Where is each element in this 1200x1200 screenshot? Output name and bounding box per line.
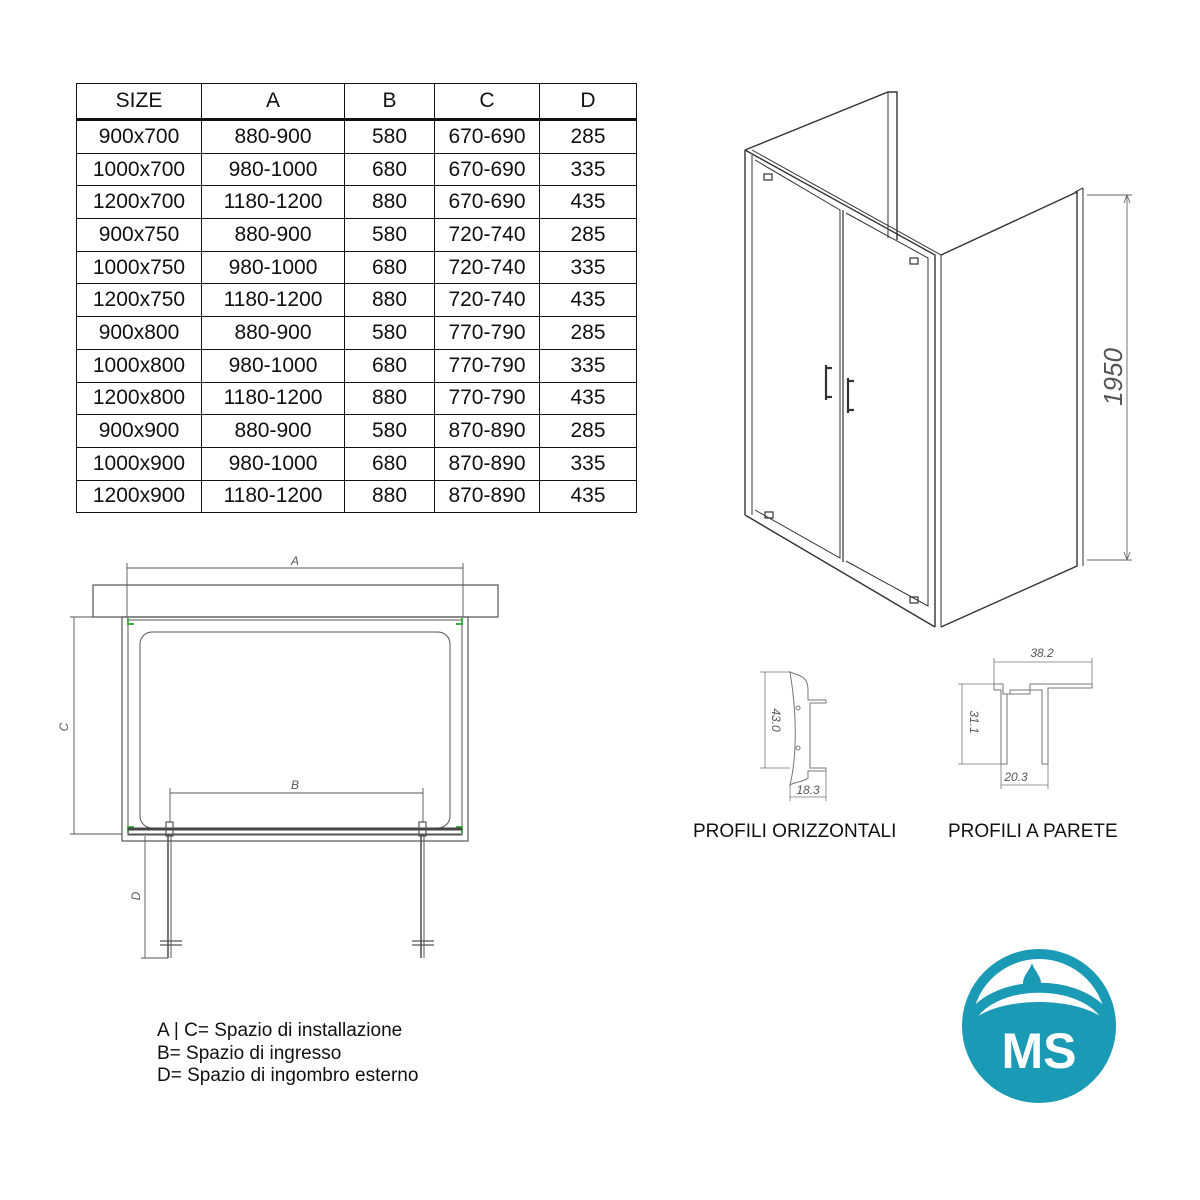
table-cell: 900x750 — [77, 219, 202, 252]
table-cell: 580 — [345, 120, 435, 154]
table-cell: 870-890 — [435, 447, 540, 480]
table-cell: 435 — [540, 480, 637, 513]
enclosure-elevation — [745, 92, 1132, 627]
horizontal-profile-height: 43.0 — [769, 708, 783, 732]
elevation-door-right — [846, 213, 928, 606]
table-cell: 880 — [345, 382, 435, 415]
plan-corner-marks — [128, 618, 462, 833]
legend — [157, 1020, 418, 1088]
table-cell: 285 — [540, 317, 637, 350]
table-cell: 1000x750 — [77, 251, 202, 284]
table-cell: 720-740 — [435, 284, 540, 317]
legend-line-ac: A | C= Spazio di installazione — [157, 1020, 403, 1041]
table-header-d: D — [540, 84, 637, 120]
wall-profile-caption: PROFILI A PARETE — [948, 821, 1118, 842]
table-cell: 720-740 — [435, 219, 540, 252]
table-cell: 880 — [345, 480, 435, 513]
table-cell: 335 — [540, 349, 637, 382]
horizontal-profile-caption: PROFILI ORIZZONTALI — [693, 821, 897, 842]
table-cell: 1180-1200 — [202, 186, 345, 219]
table-cell: 680 — [345, 349, 435, 382]
table-cell: 770-790 — [435, 349, 540, 382]
table-cell: 670-690 — [435, 120, 540, 154]
legend-line-b: B= Spazio di ingresso — [157, 1042, 342, 1064]
logo-text: MS — [1001, 1023, 1077, 1079]
elevation-side-panel — [941, 192, 1077, 627]
table-cell: 1200x800 — [77, 382, 202, 415]
table-cell: 900x700 — [77, 120, 202, 154]
dimension-d-label: D — [129, 891, 143, 901]
horizontal-profile-shape — [790, 672, 826, 785]
table-header-b: B — [345, 84, 435, 120]
table-cell: 900x800 — [77, 317, 202, 350]
plan-wall — [93, 585, 498, 617]
table-cell: 285 — [540, 120, 637, 154]
table-cell: 670-690 — [435, 153, 540, 186]
table-cell: 1000x800 — [77, 349, 202, 382]
water-drop-icon — [1023, 963, 1041, 991]
table-cell: 1000x700 — [77, 153, 202, 186]
table-cell: 335 — [540, 153, 637, 186]
table-cell: 880-900 — [202, 317, 345, 350]
plan-inner-frame — [128, 620, 462, 835]
table-header-a: A — [202, 84, 345, 120]
table-cell: 880-900 — [202, 120, 345, 154]
table-header-c: C — [435, 84, 540, 120]
table-cell: 580 — [345, 219, 435, 252]
table-cell: 1180-1200 — [202, 382, 345, 415]
table-cell: 720-740 — [435, 251, 540, 284]
plan-shower-tray — [140, 632, 450, 828]
elevation-handle-right — [848, 378, 854, 413]
wall-profile-height: 31.1 — [967, 710, 981, 734]
table-cell: 880-900 — [202, 415, 345, 448]
plan-enclosure — [122, 617, 468, 841]
table-cell: 1200x700 — [77, 186, 202, 219]
height-dimension-label: 1950 — [1098, 348, 1128, 406]
table-cell: 770-790 — [435, 317, 540, 350]
wall-profile-bottom-width: 20.3 — [1004, 770, 1028, 784]
table-header-size: SIZE — [77, 84, 202, 120]
table-cell: 870-890 — [435, 480, 540, 513]
table-cell: 980-1000 — [202, 251, 345, 284]
dimension-a-label: A — [290, 554, 300, 568]
table-cell: 880 — [345, 284, 435, 317]
table-cell: 1000x900 — [77, 447, 202, 480]
dimension-b-label: B — [290, 778, 300, 792]
plan-handle-right — [412, 941, 434, 945]
table-cell: 1200x750 — [77, 284, 202, 317]
table-cell: 670-690 — [435, 186, 540, 219]
elevation-handle-left — [826, 365, 832, 400]
table-cell: 980-1000 — [202, 349, 345, 382]
wall-profile-shape — [994, 684, 1092, 764]
table-cell: 980-1000 — [202, 153, 345, 186]
table-cell: 580 — [345, 317, 435, 350]
table-cell: 1180-1200 — [202, 284, 345, 317]
dimension-c-label: C — [57, 722, 71, 732]
table-cell: 680 — [345, 251, 435, 284]
table-cell: 880 — [345, 186, 435, 219]
table-cell: 1200x900 — [77, 480, 202, 513]
table-cell: 580 — [345, 415, 435, 448]
table-cell: 435 — [540, 284, 637, 317]
table-cell: 435 — [540, 186, 637, 219]
legend-line-d: D= Spazio di ingombro esterno — [157, 1065, 419, 1086]
table-cell: 980-1000 — [202, 447, 345, 480]
table-cell: 870-890 — [435, 415, 540, 448]
table-cell: 680 — [345, 447, 435, 480]
elevation-door-left — [755, 160, 840, 558]
table-cell: 880-900 — [202, 219, 345, 252]
horizontal-profile-width: 18.3 — [796, 783, 820, 797]
table-cell: 335 — [540, 447, 637, 480]
table-cell: 435 — [540, 382, 637, 415]
table-cell: 285 — [540, 415, 637, 448]
horizontal-profile-drawing — [760, 672, 826, 801]
table-cell: 285 — [540, 219, 637, 252]
table-cell: 335 — [540, 251, 637, 284]
table-cell: 680 — [345, 153, 435, 186]
table-cell: 900x900 — [77, 415, 202, 448]
ms-logo — [967, 954, 1111, 1098]
table-cell: 1180-1200 — [202, 480, 345, 513]
wall-profile-top-width: 38.2 — [1030, 646, 1054, 660]
table-cell: 770-790 — [435, 382, 540, 415]
